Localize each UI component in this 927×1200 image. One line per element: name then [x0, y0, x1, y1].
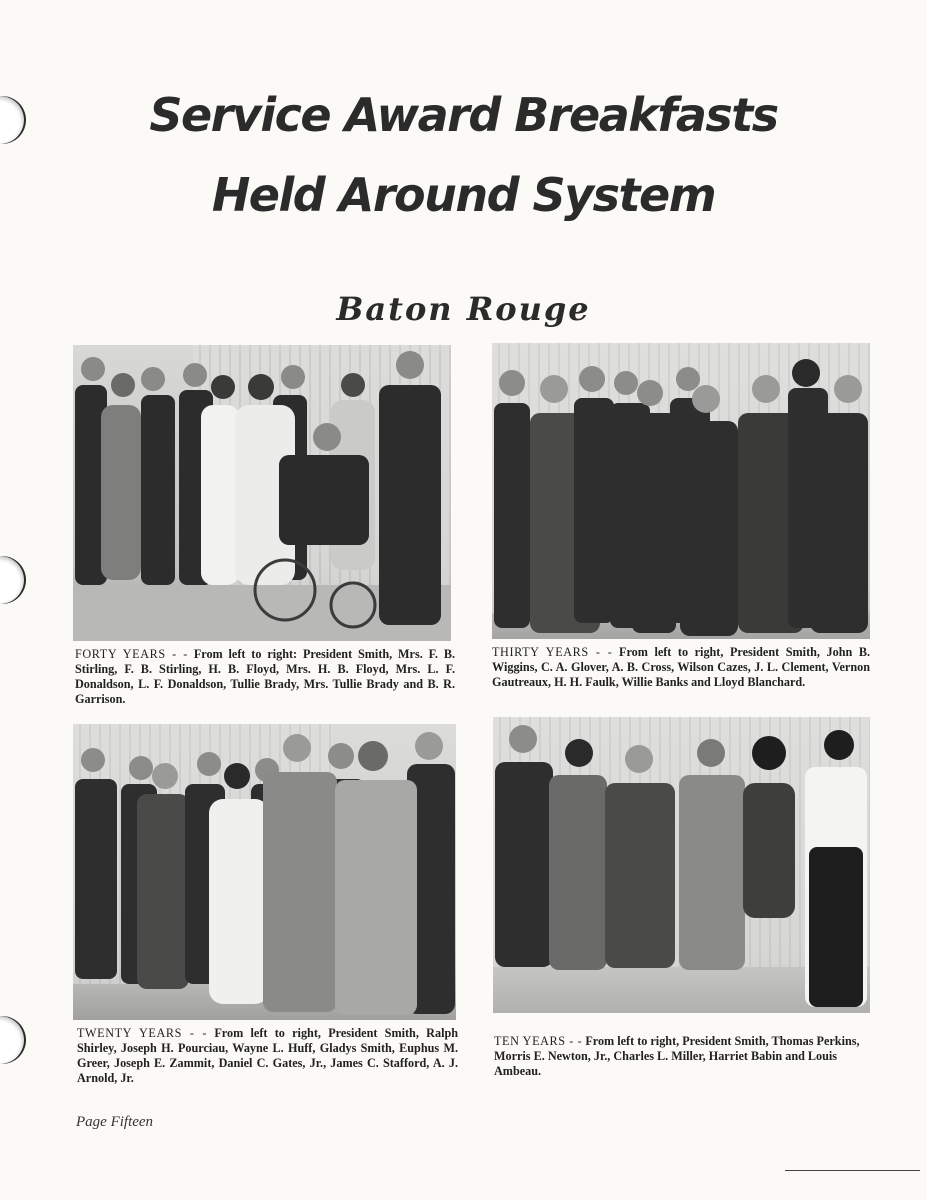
photo-ten-years: [493, 717, 870, 1013]
footer-rule: [785, 1170, 920, 1171]
photo-twenty-years: [73, 724, 456, 1020]
photo-thirty-years: [492, 343, 870, 639]
page-number: Page Fifteen: [76, 1114, 154, 1130]
caption-text-ten-years: From left to right, President Smith, Thomas Perkins, Morris E. Newton, Jr., Charles L. Miller, Harriet Babin and Louis Ambeau.: [494, 1034, 860, 1078]
caption-forty-years: [75, 647, 455, 707]
headline-line-2: Held Around System: [211, 168, 716, 222]
caption-lead-ten-years: TEN YEARS - -: [494, 1034, 583, 1048]
headline-line-1: Service Award Breakfasts: [149, 88, 778, 142]
caption-ten-years: [494, 1034, 875, 1079]
caption-text-thirty-years: From left to right, President Smith, John B. Wiggins, C. A. Glover, A. B. Cross, Wilson Cazes, J. L. Clement, Vernon Gautreaux, H. H. Faulk, Willie Banks and Lloyd Blanchard.: [492, 645, 871, 689]
caption-lead-forty-years: FORTY YEARS - -: [75, 647, 188, 661]
caption-text-twenty-years: From left to right, President Smith, Ralph Shirley, Joseph H. Pourciau, Wayne L. Huff, Gladys Smith, Euphus M. Greer, Joseph E. Zammit, Daniel C. Gates, Jr., James C. Stafford, A. J. Arnold, Jr.: [77, 1026, 459, 1085]
caption-twenty-years: [77, 1026, 458, 1086]
caption-text-forty-years: From left to right: President Smith, Mrs. F. B. Stirling, F. B. Stirling, H. B. Floyd, Mrs. H. B. Floyd, Mrs. L. F. Donaldson, L. F. Donaldson, Tullie Brady, Mrs. Tullie Brady and B. R. Garrison.: [75, 647, 456, 706]
binder-hole-bottom: [0, 1016, 26, 1064]
binder-hole-middle: [0, 556, 26, 604]
caption-lead-twenty-years: TWENTY YEARS - -: [77, 1026, 208, 1040]
section-subtitle: Baton Rouge: [336, 290, 591, 328]
photo-forty-years: [73, 345, 451, 641]
caption-lead-thirty-years: THIRTY YEARS - -: [492, 645, 613, 659]
caption-thirty-years: [492, 645, 870, 690]
